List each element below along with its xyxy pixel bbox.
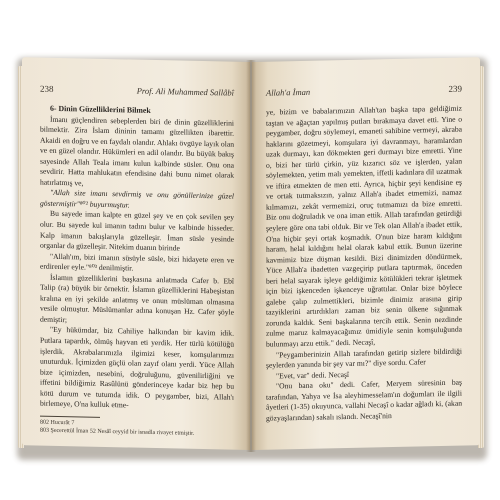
right-running-header: Allah'a İman	[266, 86, 311, 98]
section-heading: 6- Dinin Güzelliklerini Bilmek	[50, 103, 151, 115]
paragraph: "Ey hükümdar, biz Cahiliye halkından bir kavim idik. Putlara tapardık, ölmüş hayvan eti yerdik. Her türlü kötülüğü işlerdik. Akrabalarımızla ilgimizi keser, komşularımızı unuturduk. İçimizden güçlü olan zayıf olanı yerdi. Yüce Allah bize içimizden, nesebini, doğruluğunu, güvenilirliğini ve iffetini bildiğimiz Rasûlünü gönderinceye kadar biz hep bu kötü durum ve tutumda idik. O peygamber, bizi, Allah'ı birlemeye, O'na kulluk etme-	[40, 325, 234, 410]
paragraph: "Onu bana oku" dedi. Cafer, Meryem süresinin baş tarafından, Yahya ve İsa aleyhimesselam'ın doğumları ile ilgili âyetleri (1-35) okuyunca, vallahi Necaşî o kadar ağladı ki, (akan gözyaşlarından) sakalı ıslandı. Necaşî'nin	[266, 377, 462, 423]
right-page	[252, 57, 480, 450]
right-page-body	[266, 104, 462, 425]
left-page-number: 238	[40, 83, 54, 94]
footnote: 802 Hucurât 7	[40, 419, 75, 427]
left-page	[22, 57, 250, 450]
right-page-number: 239	[448, 83, 462, 94]
left-running-header: Prof. Ali Muhammed Sallâbî	[136, 85, 234, 98]
paragraph: "Peygamberinizin Allah tarafından getirip sizlere bildirdiği şeylerden yanında bir şey var mı?" diye sordu. Cafer	[266, 346, 462, 370]
footnote: 803 Şecerettül İman 52 Nesâî ceyyid bir isnadla rivayet etmiştir.	[40, 427, 195, 437]
footnote-rule	[40, 416, 100, 418]
paragraph: Bu sayede iman kalpte en güzel şey ve en çok sevilen şey olur. Bu sayede kul imanın tadını bulur ve kalbinde hisseder. Kalp imanın bakışlarıyla güzelleşir. İman süsle yesinde organlar da güzelleşir. Nitekim duanın birinde	[40, 209, 234, 253]
paragraph: "Allah'ım, bizi imanın süsüyle süsle, bizi hidayete eren ve erdirenler eyle."⁸⁰³ denilmiştir.	[40, 251, 234, 273]
paragraph: İslamın güzelliklerini başkasına anlatmada Cafer b. Ebî Talip (ra) büyük bir örnektir. İslamın güzelliklerini Habeşistan kralına en iyi şekilde anlatmış ve onun müslüman olmasına vesile olmuştur. Müslümanlar adına konuşan Hz. Cafer şöyle demiştir;	[40, 272, 234, 325]
left-page-body	[40, 104, 234, 414]
paragraph: İmanı güçlendiren sebeplerden biri de dinin güzelliklerini bilmektir. Zira İslam dininin tamamı güzellikten ibarettir. Akaidi en doğru ve en faydalı olandır. Ahlakı övgüye layık olan ve en güzel olandır. Hükümleri en adil olandır. Bu büyük bakış sayesinde Allah Teala imanı kulun kalbinde süsler. Onu ona sevdirir. Hatta mahlukatın efendisine dahi bunu nimet olarak hatırlatmış ve,	[40, 114, 234, 188]
paragraph: "Evet, var" dedi. Necaşî	[276, 369, 350, 381]
book-gutter	[246, 60, 256, 452]
quote-paragraph: "Allah size imanı sevdirmiş ve onu gönüllerinize güzel göstermiştir"⁸⁰² buyurmuştur.	[40, 188, 234, 210]
paragraph: ye, bizim ve babalarımızın Allah'tan başka tapa geldiğimiz taştan ve ağaçtan yapılmış putları bırakmaya davet etti. Yine o peygamber, doğru söylemeyi, emaneti sahibine vermeyi, akraba haklarını gözetmeyi, komşulara iyi davranmayı, haramlardan uzak durmayı, kan dökmekten geri durmayı bize emretti. Yine o, bizi her türlü çirkin, yüz kızarıcı söz ve işlerden, yalan söylemekten, yetim malı yemekten, iffetli kadınlara dil uzatmak ve iftira etmekten de men etti. Ayrıca, hiçbir şeyi kendisine eş ve ortak tutmaksızın, yalnız Allah'a ibadet etmemizi, namaz kılmamızı, zekât vermemizi, oruç tutmamızı da bize emretti. Biz onu doğruladık ve ona iman ettik. Allah tarafından getirdiği şeylere göre ona tabi olduk. Bir ve Tek olan Allah'a ibadet ettik, O'na hiçbir şeyi ortak koşmadık. O'nun bize haram kıldığını haram, helal kıldığını helal olarak kabul ettik. Bunun üzerine kavmimiz bize düşman kesildi. Bizi dinimizden döndürmek, Yüce Allah'a ibadetten vazgeçirip putlara taptırmak, önceden beri helal sayarak işleye geldiğimiz kötülükleri tekrar işletmek için bizi işkenceden işkenceye uğrattılar. Onlar bize böylece galebe çalıp zulmettikleri, bizimle dinimiz arasına girip tazyiklerini artırdıkları zaman biz senin ülkene sığınmak zorunda kaldık. Seni başkalarına tercih ettik. Senin nezdinde zulme maruz kalmayacağımız ümidiyle senin komşuluğunda bulunmayı arzu ettik." dedi. Necaşî,	[266, 103, 462, 349]
